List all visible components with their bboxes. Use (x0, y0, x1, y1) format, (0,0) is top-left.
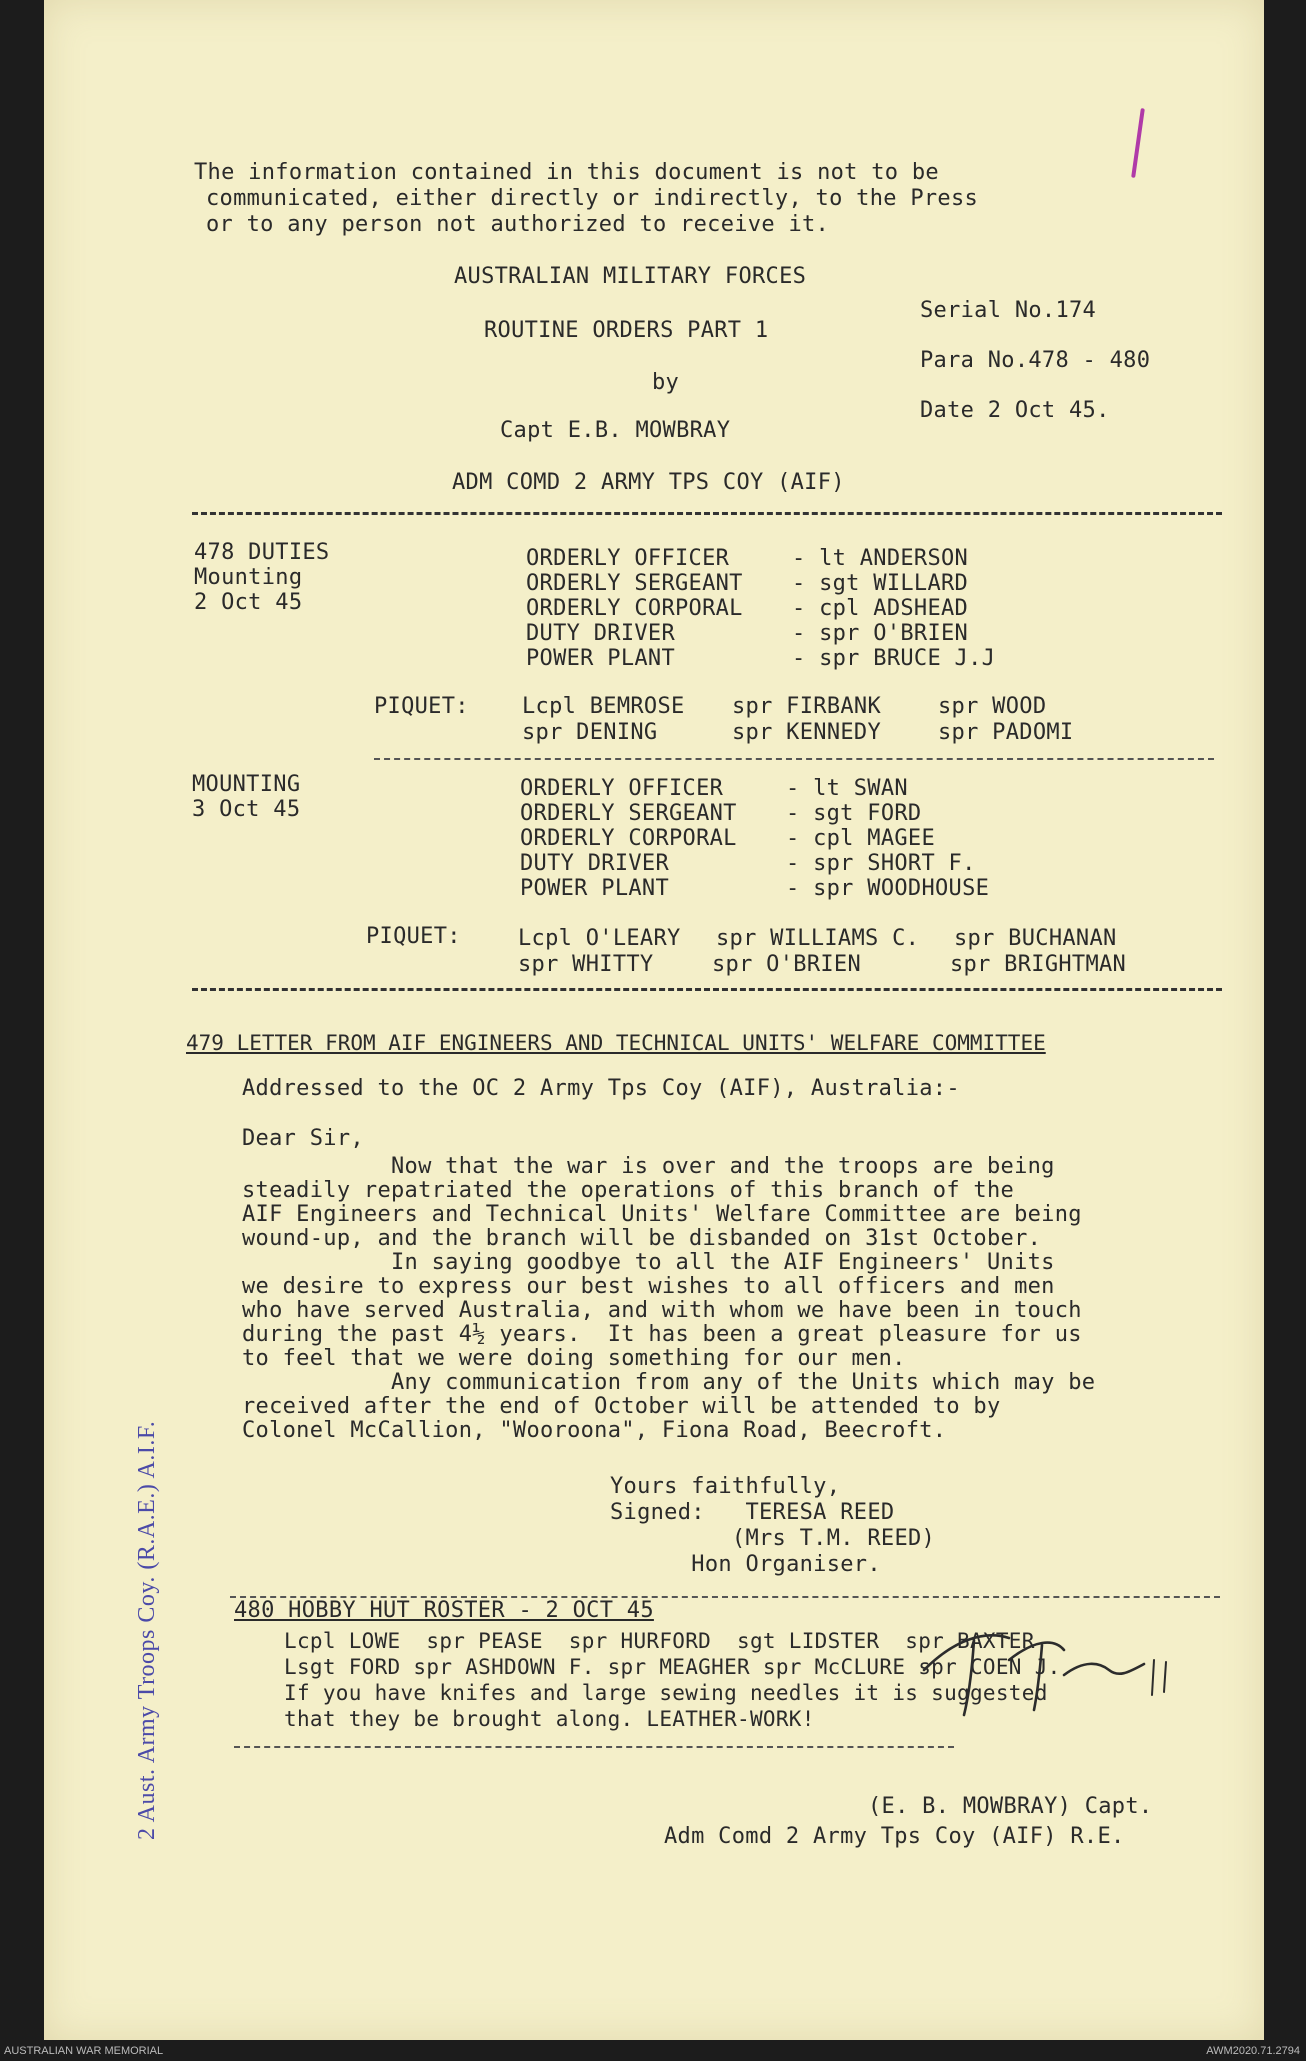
hobby-line: that they be brought along. LEATHER-WORK! (284, 1707, 815, 1731)
block1-duty: POWER PLANT (526, 646, 675, 671)
divider (234, 1746, 954, 1748)
block1-name: - lt ANDERSON (792, 546, 969, 571)
divider (374, 758, 1214, 760)
hobby-line: If you have knifes and large sewing needles it is suggested (284, 1681, 1048, 1705)
divider (192, 988, 1222, 991)
header-unit: ADM COMD 2 ARMY TPS COY (AIF) (452, 470, 845, 495)
block1-name: - spr BRUCE J.J (792, 646, 996, 671)
block2-piquet-label: PIQUET: (366, 924, 461, 949)
letter-body-line: wound-up, and the branch will be disbanded on 31st October. (242, 1226, 1042, 1251)
block2-name: - spr WOODHOUSE (786, 876, 990, 901)
block1-label-2: 2 Oct 45 (194, 590, 303, 615)
letter-body-line: who have served Australia, and with whom we have been in touch (242, 1298, 1082, 1323)
block2-duty: ORDERLY OFFICER (520, 776, 724, 801)
header-by: by (652, 370, 680, 395)
block2-name: - lt SWAN (786, 776, 908, 801)
block2-label-1: MOUNTING (192, 772, 301, 797)
duties-heading: 478 DUTIES (194, 540, 330, 565)
hobby-line: Lsgt FORD spr ASHDOWN F. spr MEAGHER spr McCLURE spr COEN J. (284, 1655, 1061, 1679)
unit-stamp: 2 Aust. Army Troops Coy. (R.A.E.) A.I.F. (134, 1420, 160, 1840)
signature-name: (E. B. MOWBRAY) Capt. (868, 1794, 1153, 1819)
piquet-name: spr WILLIAMS C. (716, 926, 920, 951)
pencil-mark (1131, 108, 1145, 178)
piquet-name: spr BUCHANAN (954, 926, 1117, 951)
block1-duty: ORDERLY CORPORAL (526, 596, 743, 621)
block2-name: - cpl MAGEE (786, 826, 935, 851)
letter-body-line: during the past 4½ years. It has been a great pleasure for us (242, 1322, 1082, 1347)
hobby-heading: 480 HOBBY HUT ROSTER - 2 OCT 45 (234, 1598, 654, 1623)
notice-line-1: The information contained in this document is not to be (194, 160, 939, 185)
header-serial: Serial No.174 (920, 298, 1097, 323)
footer-reference: AWM2020.71.2794 (1206, 2045, 1300, 2057)
letter-body-line: AIF Engineers and Technical Units' Welfare Committee are being (242, 1202, 1082, 1227)
letter-body-line: In saying goodbye to all the AIF Engineers' Units (242, 1250, 1055, 1275)
piquet-name: spr BRIGHTMAN (950, 952, 1127, 977)
letter-body-line: received after the end of October will be attended to by (242, 1394, 1001, 1419)
block2-name: - spr SHORT F. (786, 851, 976, 876)
block2-duty: ORDERLY CORPORAL (520, 826, 737, 851)
piquet-name: spr PADOMI (938, 720, 1074, 745)
letter-body-line: Colonel McCallion, "Wooroona", Fiona Road, Beecroft. (242, 1418, 947, 1443)
handwritten-signature (914, 1600, 1174, 1720)
piquet-name: spr DENING (522, 720, 658, 745)
letter-body-line: Any communication from any of the Units which may be (242, 1370, 1096, 1395)
letter-closing: Signed: TERESA REED (610, 1500, 895, 1525)
block2-name: - sgt FORD (786, 801, 922, 826)
piquet-name: spr KENNEDY (732, 720, 881, 745)
letter-body-line: steadily repatriated the operations of this branch of the (242, 1178, 1015, 1203)
block1-duty: ORDERLY SERGEANT (526, 571, 743, 596)
header-para: Para No.478 - 480 (920, 348, 1151, 373)
letter-heading: 479 LETTER FROM AIF ENGINEERS AND TECHNICAL UNITS' WELFARE COMMITTEE (186, 1031, 1046, 1055)
footer-credit: AUSTRALIAN WAR MEMORIAL (4, 2045, 164, 2057)
signature-unit: Adm Comd 2 Army Tps Coy (AIF) R.E. (664, 1824, 1125, 1849)
block1-piquet-label: PIQUET: (374, 694, 469, 719)
block2-duty: ORDERLY SERGEANT (520, 801, 737, 826)
letter-salutation: Dear Sir, (242, 1126, 364, 1151)
piquet-name: Lcpl O'LEARY (518, 926, 681, 951)
block2-duty: POWER PLANT (520, 876, 669, 901)
letter-addressed: Addressed to the OC 2 Army Tps Coy (AIF), Australia:- (242, 1076, 960, 1101)
piquet-name: Lcpl BEMROSE (522, 694, 685, 719)
letter-body-line: to feel that we were doing something for our men. (242, 1346, 906, 1371)
block2-label-2: 3 Oct 45 (192, 797, 301, 822)
letter-closing: (Mrs T.M. REED) (610, 1526, 936, 1551)
piquet-name: spr WHITTY (518, 952, 654, 977)
letter-closing: Yours faithfully, (610, 1474, 841, 1499)
piquet-name: spr WOOD (938, 694, 1047, 719)
letter-body-line: we desire to express our best wishes to all officers and men (242, 1274, 1055, 1299)
block1-name: - spr O'BRIEN (792, 621, 969, 646)
block1-duty: DUTY DRIVER (526, 621, 675, 646)
header-date: Date 2 Oct 45. (920, 398, 1110, 423)
header-title-1: AUSTRALIAN MILITARY FORCES (454, 264, 807, 289)
header-title-2: ROUTINE ORDERS PART 1 (484, 318, 769, 343)
hobby-line: Lcpl LOWE spr PEASE spr HURFORD sgt LIDSTER spr BAXTER (284, 1629, 1035, 1653)
block1-name: - cpl ADSHEAD (792, 596, 969, 621)
notice-line-2: communicated, either directly or indirectly, to the Press (206, 186, 979, 211)
letter-body-line: Now that the war is over and the troops are being (242, 1154, 1055, 1179)
block2-duty: DUTY DRIVER (520, 851, 669, 876)
piquet-name: spr O'BRIEN (712, 952, 861, 977)
notice-line-3: or to any person not authorized to receive it. (206, 212, 830, 237)
letter-closing: Hon Organiser. (610, 1552, 881, 1577)
block1-label-1: Mounting (194, 565, 303, 590)
block1-duty: ORDERLY OFFICER (526, 546, 730, 571)
document-page (44, 0, 1264, 2040)
block1-name: - sgt WILLARD (792, 571, 969, 596)
header-officer: Capt E.B. MOWBRAY (500, 418, 731, 443)
piquet-name: spr FIRBANK (732, 694, 881, 719)
divider (192, 512, 1222, 515)
